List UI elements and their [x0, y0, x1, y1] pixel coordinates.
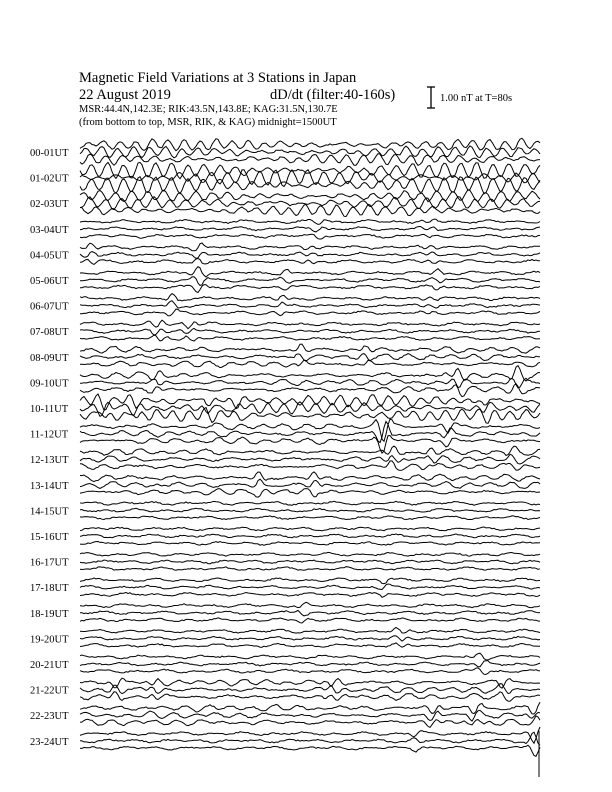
trace-kag [80, 294, 540, 301]
hour-label: 14-15UT [30, 506, 69, 518]
trace-kag [80, 267, 540, 277]
trace-kag [80, 501, 540, 505]
hour-label: 00-01UT [30, 148, 69, 159]
trace-rik [80, 534, 540, 538]
trace-rik [80, 610, 540, 616]
chart-quantity: dD/dt (filter:40-160s) [270, 87, 396, 103]
hour-label: 18-19UT [30, 608, 69, 620]
trace-msr [80, 309, 540, 316]
trace-rik [80, 479, 540, 488]
hour-label: 16-17UT [30, 557, 69, 569]
hour-label: 19-20UT [30, 634, 69, 646]
trace-msr [80, 643, 540, 647]
chart-date: 22 August 2019 [79, 87, 171, 103]
trace-kag [80, 419, 540, 441]
trace-rik [80, 277, 540, 286]
trace-rik [80, 584, 540, 590]
chart-title: Magnetic Field Variations at 3 Stations in Japan [79, 70, 357, 86]
trace-rik [80, 252, 540, 259]
trace-rik [80, 508, 540, 512]
trace-kag [80, 552, 540, 556]
hour-label: 05-06UT [30, 276, 69, 287]
hour-label: 02-03UT [30, 199, 69, 211]
trace-msr [80, 716, 540, 728]
trace-msr [80, 668, 540, 675]
trace-kag [80, 702, 540, 714]
trace-kag [80, 527, 540, 531]
hour-label: 06-07UT [30, 301, 69, 313]
trace-rik [80, 684, 540, 694]
trace-rik [80, 226, 540, 232]
trace-msr [80, 542, 540, 546]
hour-label: 08-09UT [30, 352, 69, 364]
trace-kag [80, 138, 540, 150]
scale-bar-label: 1.00 nT at T=80s [440, 93, 513, 104]
hour-label: 20-21UT [30, 660, 69, 671]
hour-label: 23-24UT [30, 736, 69, 748]
trace-msr [80, 384, 540, 397]
trace-kag [80, 243, 540, 251]
trace-msr [80, 360, 540, 368]
trace-msr [80, 436, 540, 454]
trace-rik [80, 146, 540, 158]
hour-label: 04-05UT [30, 250, 69, 262]
trace-kag [80, 219, 540, 224]
trace-msr [80, 461, 540, 471]
trace-rik [80, 402, 540, 416]
trace-msr [80, 567, 540, 571]
station-coordinates: MSR:44.4N,142.3E; RIK:43.5N,143.8E; KAG:31.5N,130.7E [79, 104, 338, 115]
hour-label: 21-22UT [30, 685, 69, 697]
trace-rik [80, 301, 540, 308]
trace-rik [80, 560, 540, 564]
trace-kag [80, 578, 540, 584]
trace-msr [80, 234, 540, 239]
scale-bar [427, 87, 435, 108]
trace-msr [80, 285, 540, 293]
trace-kag [80, 678, 540, 688]
trace-rik [80, 328, 540, 335]
hour-label: 15-16UT [30, 532, 69, 543]
trace-msr [80, 516, 540, 520]
hour-label: 09-10UT [30, 378, 69, 390]
trace-kag [80, 366, 540, 381]
trace-msr [80, 618, 540, 623]
trace-msr [80, 692, 540, 701]
trace-msr [80, 592, 540, 597]
trace-msr [80, 489, 540, 498]
trace-msr [80, 745, 540, 756]
trace-kag [80, 394, 540, 410]
trace-kag [80, 446, 540, 455]
trace-msr [80, 335, 540, 341]
trace-kag [80, 628, 540, 634]
trace-kag [80, 320, 540, 329]
hour-label: 10-11UT [30, 404, 69, 415]
trace-kag [80, 653, 540, 660]
station-order-note: (from bottom to top, MSR, RIK, & KAG) midnight=1500UT [79, 117, 337, 128]
trace-rik [80, 661, 540, 667]
trace-rik [80, 454, 540, 464]
trace-kag [80, 602, 540, 607]
hour-label: 11-12UT [30, 429, 69, 441]
trace-msr [80, 154, 540, 166]
trace-rik [80, 197, 540, 210]
hour-label: 03-04UT [30, 224, 69, 236]
trace-msr [80, 259, 540, 265]
trace-rik [80, 170, 540, 187]
trace-rik [80, 636, 540, 641]
trace-kag [80, 472, 540, 482]
trace-rik [80, 354, 540, 362]
hour-label: 01-02UT [30, 173, 69, 185]
trace-msr [80, 204, 540, 216]
hour-label: 07-08UT [30, 327, 69, 339]
trace-kag [80, 162, 540, 178]
trace-kag [80, 344, 540, 353]
hour-label: 22-23UT [30, 711, 69, 723]
hour-label: 13-14UT [30, 480, 69, 492]
hour-label: 17-18UT [30, 583, 69, 595]
hour-label: 12-13UT [30, 455, 69, 467]
